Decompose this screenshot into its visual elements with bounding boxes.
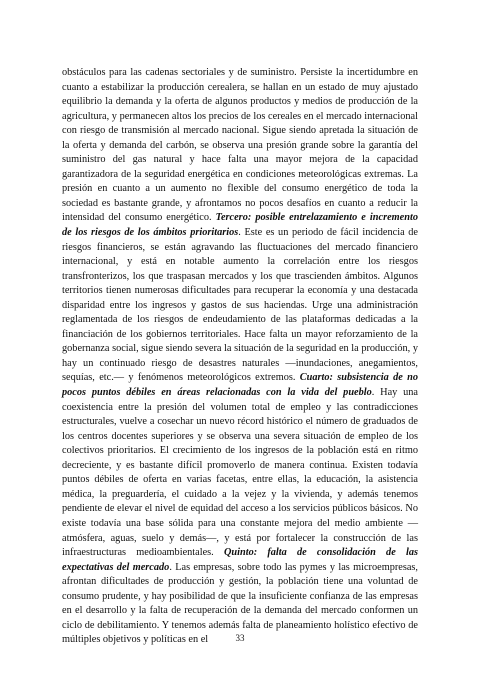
section-heading-cuarto: Cuarto: subsistencia de no pocos puntos débiles en áreas relacionadas con la vida del pueblo xyxy=(62,372,418,399)
page-number: 33 xyxy=(235,633,245,643)
paragraph-text: . Hay una coexistencia entre la presión del volumen total de empleo y las contradicciones estructurales, vuelve a cosechar un nuevo récord histórico el número de graduados de los centros docentes superiores y se observa una severa situación de empleo de los colectivos prioritarios. El crecimiento de los ingresos de la población está en ritmo decreciente, y es bastante difícil promoverlo de manera continua. Existen todavía puntos débiles de oferta en varias facetas, entre ellas, la educación, la asistencia médica, la preguardería, el cuidado a la vejez y la vivienda, y además tenemos pendiente de elevar el nivel de equidad del acceso a los servicios públicos básicos. No existe todavía una base sólida para una constante mejora del medio ambiente —atmósfera, aguas, suelo y demás—, y está por fortalecer la construcción de las infraestructuras medioambientales. xyxy=(62,387,418,559)
paragraph-text: obstáculos para las cadenas sectoriales y de suministro. Persiste la incertidumbre en cuanto a estabilizar la producción cerealera, se hallan en un estado de muy ajustado equilibrio la demanda y la oferta de algunos productos y medios de producción de la agricultura, y permanecen altos los precios de los cereales en el mercado internacional con riesgo de transmisión al mercado nacional. Sigue siendo apretada la situación de la oferta y demanda del carbón, se observa una presión grande sobre la garantía del suministro del gas natural y hace falta una mayor mejora de la capacidad garantizadora de la seguridad energética en condiciones meteorológicas extremas. La presión en cuanto a un aumento no flexible del consumo energético de toda la sociedad es bastante grande, y afrontamos no pocos desafíos en cuanto a reducir la intensidad del consumo energético. xyxy=(62,67,418,224)
section-heading-tercero: Tercero: posible entrelazamiento e incremento de los riesgos de los ámbitos prioritarios xyxy=(62,212,418,239)
paragraph-text: . Las empresas, sobre todo las pymes y las microempresas, afrontan dificultades de producción y gestión, la población tiene una voluntad de consumo prudente, y hay posibilidad de que la insuficiente confianza de las empresas en el desarrollo y la falta de recuperación de la demanda del mercado conformen un ciclo de debilitamiento. Y tenemos además falta de planeamiento holístico efectivo de múltiples objetivos y políticas en el xyxy=(62,561,419,646)
paragraph-text: . Este es un periodo de fácil incidencia de riesgos financieros, se están agravando las fluctuaciones del mercado financiero internacional, y está en notable aumento la correlación entre los riesgos transfronterizos, los que traspasan mercados y los que trascienden ámbitos. Algunos territorios tienen numerosas dificultades para recuperar la economía y una destacada disparidad entre los ingresos y gastos de sus haciendas. Urge una administración reglamentada de los riesgos de endeudamiento de las plataformas dedicadas a la financiación de los gobiernos territoriales. Hace falta un mayor reforzamiento de la gobernanza social, sigue siendo severa la situación de la seguridad en la producción, y hay un continuado riesgo de desastres naturales —inundaciones, anegamientos, sequías, etc.— y fenómenos meteorológicos extremos. xyxy=(62,227,418,384)
body-paragraph xyxy=(62,66,418,648)
section-heading-quinto: Quinto: falta de consolidación de las expectativas del mercado xyxy=(62,547,418,573)
